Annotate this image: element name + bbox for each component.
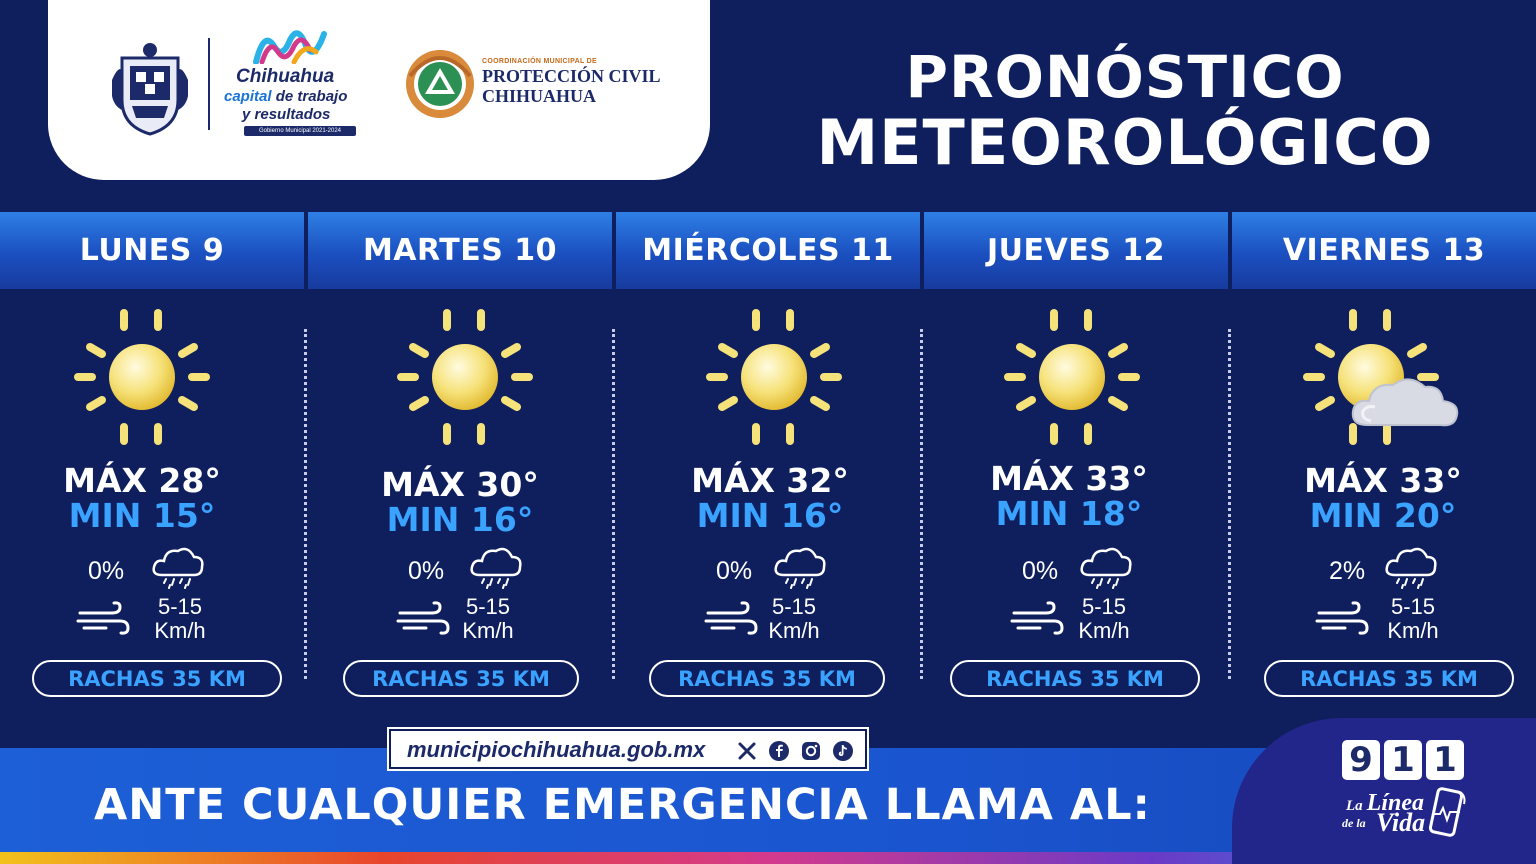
linea-linea: Línea: [1366, 790, 1424, 816]
website-box[interactable]: [389, 729, 867, 769]
rain-cloud-icon: [1078, 545, 1134, 589]
emergency-number[interactable]: [1342, 740, 1464, 780]
linea-la: La: [1346, 798, 1363, 814]
gusts-badge: RACHAS 35 KM: [32, 660, 282, 697]
x-icon[interactable]: [737, 741, 757, 761]
wind-speed: [140, 595, 220, 643]
linea-de-la-vida-logo: [1342, 790, 1426, 837]
min-temp: MIN 16°: [696, 496, 844, 535]
chihuahua-waves-icon: [252, 28, 328, 64]
rain-probability: 2%: [1329, 557, 1366, 585]
wind-icon: [396, 601, 450, 637]
min-temp: MIN 15°: [68, 496, 216, 535]
min-temp: MIN 16°: [386, 500, 534, 539]
facebook-icon[interactable]: [769, 741, 789, 761]
max-temp: MÁX 28°: [63, 461, 221, 500]
pc-small-label: COORDINACIÓN MUNICIPAL DE: [482, 58, 597, 65]
chihuahua-subtitle-line2: y resultados: [242, 106, 331, 123]
wind-speed: [448, 595, 528, 643]
rain-cloud-icon: [772, 545, 828, 589]
wind-range: 5-15: [771, 594, 817, 619]
wind-unit: Km/h: [1078, 618, 1130, 643]
rain-probability: 0%: [716, 557, 753, 585]
emergency-digit: 1: [1384, 740, 1422, 780]
column-divider: [612, 329, 615, 679]
linea-dela: de la: [1342, 816, 1366, 830]
rain-probability: 0%: [408, 557, 445, 585]
forecast-day-card: [922, 289, 1222, 719]
wind-unit: Km/h: [154, 618, 206, 643]
day-header: JUEVES 12: [924, 212, 1228, 289]
forecast-day-card: [310, 289, 610, 719]
proteccion-civil-emblem-icon: [402, 46, 478, 122]
instagram-icon[interactable]: [801, 741, 821, 761]
forecast-columns: [0, 289, 1536, 719]
rain-probability: 0%: [88, 557, 125, 585]
day-header: MIÉRCOLES 11: [616, 212, 920, 289]
tiktok-icon[interactable]: [833, 741, 853, 761]
sun-icon: [72, 307, 212, 447]
logo-card: [48, 0, 710, 180]
chihuahua-title: Chihuahua: [236, 66, 335, 87]
logo-divider: [208, 38, 210, 130]
municipal-crest-icon: [108, 40, 192, 138]
min-temp: MIN 20°: [1309, 496, 1457, 535]
gusts-badge: RACHAS 35 KM: [1264, 660, 1514, 697]
rain-cloud-icon: [468, 545, 524, 589]
forecast-day-card: [618, 289, 918, 719]
wind-range: 5-15: [157, 594, 203, 619]
rain-cloud-icon: [1383, 545, 1439, 589]
forecast-day-card: [1233, 289, 1533, 719]
title-line1: PRONÓSTICO: [905, 43, 1345, 111]
gusts-badge: RACHAS 35 KM: [649, 660, 885, 697]
wind-speed: [1373, 595, 1453, 643]
day-header: MARTES 10: [308, 212, 612, 289]
rain-probability: 0%: [1022, 557, 1059, 585]
day-header: LUNES 9: [0, 212, 304, 289]
chihuahua-subtitle-rest: de trabajo: [271, 88, 348, 105]
chihuahua-subtitle-accent: capital: [224, 88, 272, 105]
max-temp: MÁX 32°: [691, 461, 849, 500]
emergency-digit: 9: [1342, 740, 1380, 780]
wind-icon: [1315, 601, 1369, 637]
wind-range: 5-15: [465, 594, 511, 619]
day-header-strip: [0, 212, 1536, 289]
sun-icon: [395, 307, 535, 447]
page-title: [740, 43, 1510, 179]
wind-icon: [1010, 601, 1064, 637]
chihuahua-subtitle: [224, 88, 347, 105]
chihuahua-tagline: Gobierno Municipal 2021-2024: [244, 126, 356, 136]
phone-icon: [1428, 786, 1468, 838]
wind-speed: [754, 595, 834, 643]
wind-unit: Km/h: [1387, 618, 1439, 643]
pc-title-line2: CHIHUAHUA: [482, 86, 597, 106]
website-link[interactable]: municipiochihuahua.gob.mx: [407, 737, 706, 762]
chihuahua-logo: [224, 28, 374, 138]
linea-vida: Vida: [1376, 808, 1426, 837]
wind-range: 5-15: [1081, 594, 1127, 619]
max-temp: MÁX 30°: [381, 465, 539, 504]
sun-icon: [704, 307, 844, 447]
gusts-badge: RACHAS 35 KM: [950, 660, 1200, 697]
emergency-digit: 1: [1426, 740, 1464, 780]
max-temp: MÁX 33°: [1304, 461, 1462, 500]
rain-cloud-icon: [150, 545, 206, 589]
wind-range: 5-15: [1390, 594, 1436, 619]
title-line2: METEOROLÓGICO: [816, 106, 1434, 179]
emergency-text: ANTE CUALQUIER EMERGENCIA LLAMA AL:: [94, 780, 1151, 830]
max-temp: MÁX 33°: [990, 459, 1148, 498]
wind-icon: [76, 601, 130, 637]
column-divider: [304, 329, 307, 679]
sun-icon: [1002, 307, 1142, 447]
forecast-day-card: [0, 289, 292, 719]
day-header: VIERNES 13: [1232, 212, 1536, 289]
min-temp: MIN 18°: [995, 494, 1143, 533]
wind-unit: Km/h: [462, 618, 514, 643]
gusts-badge: RACHAS 35 KM: [343, 660, 579, 697]
wind-unit: Km/h: [768, 618, 820, 643]
wind-speed: [1064, 595, 1144, 643]
pc-title-line1: PROTECCIÓN CIVIL: [482, 66, 661, 86]
sun-cloud-icon: [1301, 307, 1461, 447]
column-divider: [1228, 329, 1231, 679]
wind-icon: [704, 601, 758, 637]
